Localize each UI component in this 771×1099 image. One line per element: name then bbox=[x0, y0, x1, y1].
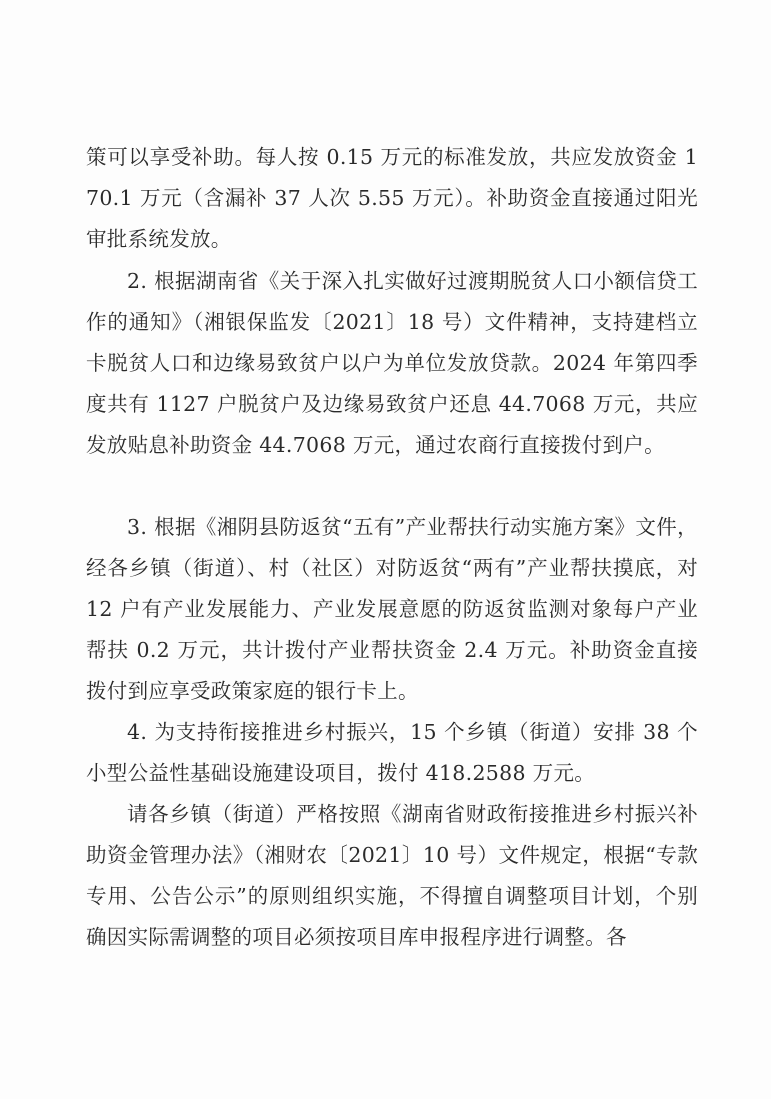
paragraph-subsidy-continuation: 策可以享受补助。每人按 0.15 万元的标准发放，共应发放资金 170.1 万元（含漏补 37 人次 5.55 万元）。补助资金直接通过阳光审批系统发放。 bbox=[86, 145, 698, 251]
paragraph-item-3-industry-support: 3. 根据《湘阴县防返贫“五有”产业帮扶行动实施方案》文件，经各乡镇（街道）、村（社区）对防返贫“两有”产业帮扶摸底，对 12 户有产业发展能力、产业发展意愿的防返贫监测对象每户产业帮扶 0.2 万元，共计拨付产业帮扶资金 2.4 万元。补助资金直接拨付到应享受政策家庭的银行卡上。 bbox=[86, 515, 698, 703]
paragraph-closing-instructions: 请各乡镇（街道）严格按照《湖南省财政衔接推进乡村振兴补助资金管理办法》（湘财农〔2021〕10 号）文件规定，根据“专款专用、公告公示”的原则组织实施，不得擅自调整项目计划，个别确因实际需调整的项目必须按项目库申报程序进行调整。各 bbox=[86, 802, 698, 949]
paragraph-item-2-microcredit: 2. 根据湖南省《关于深入扎实做好过渡期脱贫人口小额信贷工作的通知》（湘银保监发〔2021〕18 号）文件精神，支持建档立卡脱贫人口和边缘易致贫户以户为单位发放贷款。2024 年第四季度共有 1127 户脱贫户及边缘易致贫户还息 44.7068 万元，共应发放贴息补助资金 44.7068 万元，通过农商行直接拨付到户。 bbox=[86, 269, 698, 457]
paragraph-item-4-infrastructure: 4. 为支持衔接推进乡村振兴，15 个乡镇（街道）安排 38 个小型公益性基础设施建设项目，拨付 418.2588 万元。 bbox=[86, 720, 698, 785]
